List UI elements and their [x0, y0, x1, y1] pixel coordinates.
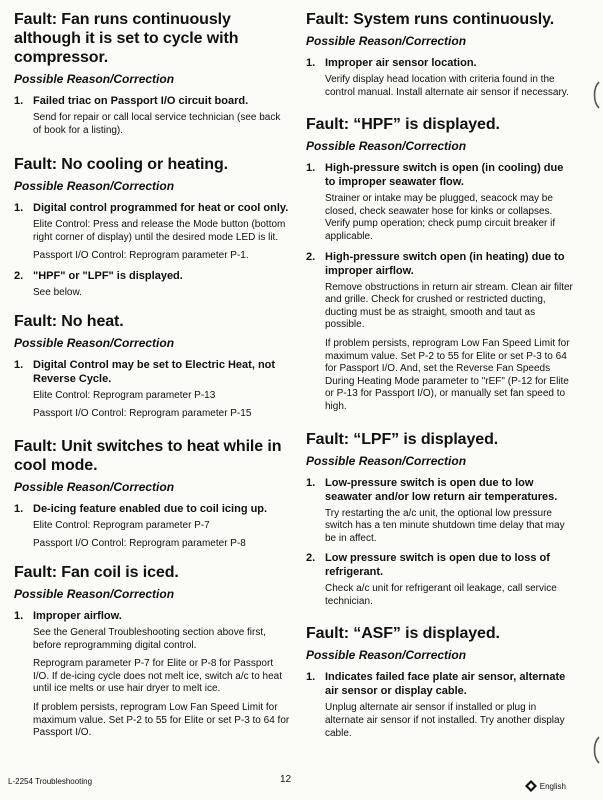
- item-paragraph: Elite Control: Reprogram parameter P-13: [33, 389, 216, 401]
- item-title: Indicates failed face plate air sensor, alternate air sensor or display cable.: [325, 671, 566, 698]
- item-title: Failed triac on Passport I/O circuit board.: [33, 95, 249, 107]
- fault-section: [14, 10, 290, 137]
- fault-item: [14, 358, 290, 421]
- item-number: 1.: [306, 57, 316, 69]
- diamond-icon: [525, 780, 537, 792]
- item-number: 1.: [306, 476, 316, 489]
- fault-section: [14, 437, 290, 551]
- fault-section: [14, 155, 290, 299]
- item-paragraph: See the General Troubleshooting section above first, before reprogramming digital control.: [33, 626, 266, 651]
- item-number: 1.: [306, 671, 316, 684]
- possible-reason-heading: Possible Reason/Correction: [306, 34, 467, 48]
- item-paragraph: Verify display head location with criteria found in the control manual. Install alternate air sensor if necessary.: [325, 74, 569, 98]
- item-title: Improper air sensor location.: [325, 57, 477, 69]
- fault-item: [14, 269, 290, 300]
- fault-item: [14, 201, 290, 263]
- fault-title: Fault: No cooling or heating.: [14, 156, 228, 174]
- fault-title: Fault: “HPF” is displayed.: [306, 116, 500, 134]
- item-number: 1.: [306, 162, 316, 175]
- fault-section: [14, 563, 290, 740]
- left-column: [14, 10, 290, 754]
- item-title: Low pressure switch is open due to loss of refrigerant.: [325, 552, 550, 579]
- fault-item: [306, 551, 576, 608]
- item-number: 2.: [306, 552, 316, 565]
- binder-mark: [590, 735, 600, 765]
- item-title: High-pressure switch is open (in cooling) due to improper seawater flow.: [325, 162, 564, 189]
- possible-reason-heading: Possible Reason/Correction: [306, 648, 467, 663]
- possible-reason-heading: Possible Reason/Correction: [14, 179, 175, 194]
- item-paragraph: If problem persists, reprogram Low Fan Speed Limit for maximum value. Set P-2 to 55 for Elite or set P-3 to 64 for Passport I/O.: [33, 701, 290, 739]
- fault-section: [306, 430, 576, 609]
- item-title: Digital Control may be set to Electric Heat, not Reverse Cycle.: [33, 358, 276, 385]
- document-id: L-2254 Troubleshooting: [8, 777, 93, 786]
- possible-reason-heading: Possible Reason/Correction: [14, 586, 175, 601]
- item-paragraph: Passport I/O Control: Reprogram parameter P-8: [33, 538, 246, 550]
- fault-item: [306, 56, 576, 99]
- item-number: 2.: [14, 269, 24, 282]
- item-number: 1.: [14, 502, 24, 515]
- fault-item: [14, 502, 290, 551]
- fault-section: [306, 10, 576, 99]
- fault-item: [14, 609, 290, 740]
- possible-reason-heading: Possible Reason/Correction: [14, 72, 175, 86]
- item-title: De-icing feature enabled due to coil icing up.: [33, 502, 268, 515]
- possible-reason-heading: Possible Reason/Correction: [306, 453, 467, 468]
- fault-section: [306, 624, 576, 740]
- item-paragraph: Elite Control: Reprogram parameter P-7: [33, 519, 210, 531]
- item-paragraph: Passport I/O Control: Reprogram parameter P-1.: [33, 250, 249, 262]
- possible-reason-heading: Possible Reason/Correction: [14, 335, 175, 350]
- item-title: Digital control programmed for heat or cool only.: [33, 202, 289, 215]
- item-paragraph: Try restarting the a/c unit, the optional low pressure switch has a ten minute shutdown time delay that may be in affect.: [325, 507, 565, 544]
- item-number: 1.: [14, 358, 24, 371]
- item-paragraph: Unplug alternate air sensor if installed or plug in alternate air sensor if not installed. Try another display cable.: [325, 702, 565, 739]
- item-title: High-pressure switch open (in heating) due to improper airflow.: [325, 250, 565, 277]
- fault-title: Fault: Fan coil is iced.: [14, 563, 179, 581]
- fault-item: [306, 670, 576, 740]
- fault-title: Fault: System runs continuously.: [306, 11, 555, 28]
- fault-item: [306, 476, 576, 546]
- fault-title: Fault: Fan runs continuously although it is set to cycle with compressor.: [14, 11, 239, 66]
- item-paragraph: Passport I/O Control: Reprogram parameter P-15: [33, 408, 252, 420]
- item-number: 1.: [14, 202, 24, 215]
- fault-title: Fault: Unit switches to heat while in cool mode.: [14, 437, 282, 474]
- page-number: 12: [280, 774, 292, 785]
- binder-mark: [590, 80, 600, 110]
- page-footer: [8, 773, 588, 793]
- item-number: 1.: [14, 95, 24, 107]
- fault-section: [14, 312, 290, 421]
- fault-item: [14, 94, 290, 137]
- item-paragraph: See below.: [33, 286, 82, 298]
- item-title: "HPF" or "LPF" is displayed.: [33, 269, 183, 282]
- language-indicator: [525, 780, 566, 792]
- item-paragraph: Reprogram parameter P-7 for Elite or P-8 for Passport I/O. If de-icing cycle does not melt ice, switch a/c to heat until ice melts or use hair dryer to melt ice.: [33, 658, 282, 695]
- item-title: Improper airflow.: [33, 609, 122, 622]
- possible-reason-heading: Possible Reason/Correction: [306, 139, 467, 154]
- language-label: English: [539, 781, 566, 791]
- item-paragraph: Check a/c unit for refrigerant oil leakage, call service technician.: [325, 583, 557, 607]
- fault-section: [306, 115, 576, 413]
- item-paragraph: Send for repair or call local service technician (see back of book for a listing).: [33, 112, 281, 136]
- fault-title: Fault: “ASF” is displayed.: [306, 625, 500, 643]
- fault-title: Fault: No heat.: [14, 312, 124, 330]
- fault-item: [306, 250, 576, 414]
- item-title: Low-pressure switch is open due to low seawater and/or low return air temperatures.: [325, 476, 558, 503]
- item-paragraph: If problem persists, reprogram Low Fan Speed Limit for maximum value. Set P-2 to 55 for Elite or set P-3 to 64 for Passport I/O. And, set the Reverse Fan Speeds During Heating Mode parameter to "rEF" (P-12 for Elite or P-13 for Passport I/O), or manually set fan speed to high.: [325, 337, 570, 412]
- fault-item: [306, 161, 576, 243]
- possible-reason-heading: Possible Reason/Correction: [14, 479, 175, 494]
- fault-title: Fault: “LPF” is displayed.: [306, 430, 499, 448]
- item-number: 1.: [14, 609, 24, 622]
- item-paragraph: Strainer or intake may be plugged, seacock may be closed, check seawater hose for kinks or collapses. Verify pump operation; check pump circuit breaker if applicable.: [325, 193, 556, 242]
- item-paragraph: Elite Control: Press and release the Mode button (bottom right corner of display) until the desired mode LED is lit.: [33, 219, 286, 243]
- right-column: [306, 10, 576, 754]
- item-paragraph: Remove obstructions in return air stream. Clean air filter and grille. Check for crushed or restricted ducting, ducting must be as straight, smooth and taut as possible.: [325, 281, 573, 331]
- item-number: 2.: [306, 250, 316, 263]
